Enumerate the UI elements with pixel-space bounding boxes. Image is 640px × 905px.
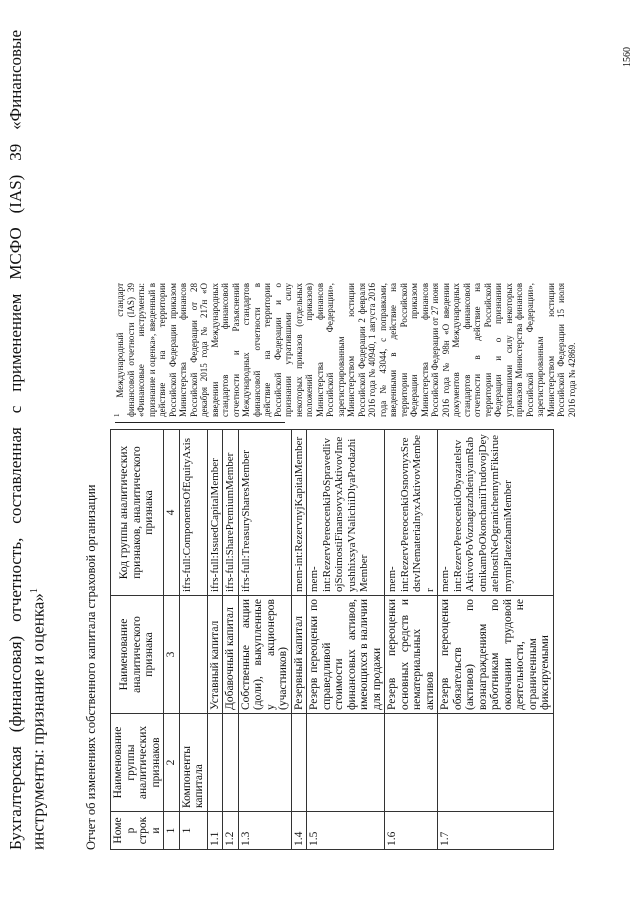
row-number: 1.3 [238,812,291,850]
row-number: 1.2 [223,812,239,850]
header-row-number: Номер строки [111,812,164,850]
row-group [223,714,239,812]
header-group-name: Наименование группы аналитических признаков [111,714,164,812]
column-number: 3 [164,596,180,714]
document-title [6,30,48,850]
row-code: mem-int:RezervnyjKapitalMember [291,430,307,596]
table-row [238,430,291,850]
table-row [207,430,223,850]
row-group [385,714,438,812]
row-group [438,714,554,812]
row-number: 1.6 [385,812,438,850]
row-code: ifrs-full:TreasurySharesMember [238,430,291,596]
column-number: 4 [164,430,180,596]
table-row [385,430,438,850]
row-feature: Добавочный капитал [223,596,239,714]
table-row [307,430,385,850]
table-row [291,430,307,850]
row-number: 1.4 [291,812,307,850]
title-footnote-mark: 1 [29,588,40,594]
row-group [207,714,223,812]
footnote-divider [115,422,285,423]
analytics-table [110,429,554,850]
header-code: Код группы аналитических признаков, аналитического признака [111,430,164,596]
row-number: 1.7 [438,812,554,850]
row-feature: Резерв переоценки основных средств и нематериальных активов [385,596,438,714]
table-caption: Отчет об изменениях собственного капитала страховой организации [84,484,98,850]
row-code: ifrs-full:ComponentsOfEquityAxis [179,430,207,596]
row-group [238,714,291,812]
table-row [179,430,207,850]
table-column-number-row [164,430,180,850]
row-group [291,714,307,812]
row-code: ifrs-full:IssuedCapitalMember [207,430,223,596]
document-title-text: Бухгалтерская (финансовая) отчетность, составленная с применением МСФО (IAS) 39 «Финансовые инструменты: признание и оценка» [6,30,48,850]
column-number: 1 [164,812,180,850]
row-code: ifrs-full:SharePremiumMember [223,430,239,596]
row-feature: Резерв переоценки обязательств (активов) по вознаграждениям работникам по окончании трудовой деятельности, не ограниченным фиксируемыми [438,596,554,714]
row-feature [179,596,207,714]
table-row [438,430,554,850]
row-feature: Уставный капитал [207,596,223,714]
table-row [223,430,239,850]
footnote [112,283,577,417]
row-feature: Резерв переоценки по справедливой стоимости финансовых активов, имеющихся в наличии для продажи [307,596,385,714]
row-code: mem-int:RezervPereocenkiObyazatelstvAktivovPoVoznagrazhdeniyamRabotnikamPoOkonchaniiTrudovojDeyatelnostiNeOgranichennymFiksiruemymiPlatezhamiMember [438,430,554,596]
footnote-text: Международный стандарт финансовой отчетности (IAS) 39 «Финансовые инструменты: признание и оценка», введенный в действие на территории Российской Федерации приказом Министерства финансов Российской Федерации от 28 декабря 2015 года № 217н «О введении Международных стандартов финансовой отчетности и Разъяснений Международных стандартов финансовой отчетности в действие на территории Российской Федерации и о признании утратившими силу некоторых приказов (отдельных положений приказов) Министерства финансов Российской Федерации», зарегистрированным Министерством юстиции Российской Федерации 2 февраля 2016 года № 40940, 1 августа 2016 года № 43044, с поправками, введенными в действие на территории Российской Федерации приказом Министерства финансов Российской Федерации от 27 июня 2016 года № 98н «О введении документов Международных стандартов финансовой отчетности в действие на территории Российской Федерации и о признании утратившими силу некоторых приказов Министерства финансов Российской Федерации», зарегистрированным Министерством юстиции Российской Федерации 15 июля 2016 года № 42869. [115,283,577,417]
row-number: 1.5 [307,812,385,850]
row-code: mem-int:RezervPereocenkiOsnovnyxSredstvINematerialnyxAktivovMember [385,430,438,596]
row-feature: Собственные акции (доли), выкупленные у акционеров (участников) [238,596,291,714]
row-group [307,714,385,812]
column-number: 2 [164,714,180,812]
footnote-mark: 1 [113,413,121,417]
row-feature: Резервный капитал [291,596,307,714]
row-number: 1.1 [207,812,223,850]
row-number: 1 [179,812,207,850]
row-code: mem-int:RezervPereocenkiPoSpravedlivojStoimostiFinansovyxAktivovImeyushhixsyaVNalichiiDlyaProdazhiMember [307,430,385,596]
table-header-row [111,430,164,850]
header-feature-name: Наименование аналитического признака [111,596,164,714]
page-number: 1560 [622,47,633,67]
row-group: Компоненты капитала [179,714,207,812]
